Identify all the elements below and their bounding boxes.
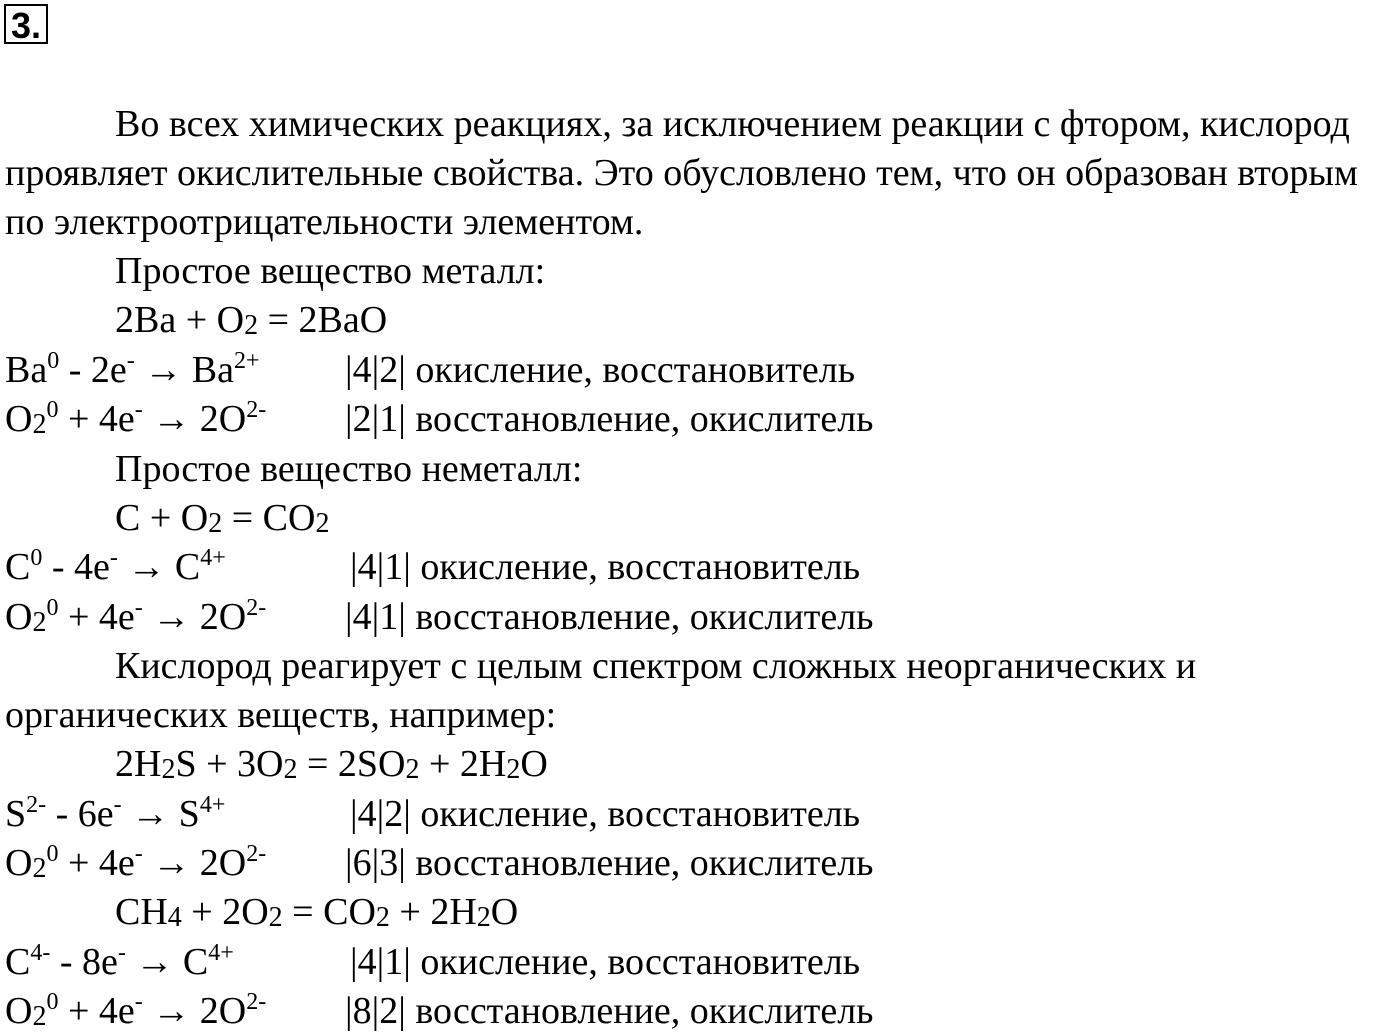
metal-equation: $2Ba + O_2 = 2BaO$ [115, 299, 388, 342]
solution-text [5, 100, 1375, 1036]
h2s-oxidation-half: $S^{2-} - 6e^- \to S^{4+}$ |4|2| окисление, восстановитель [5, 791, 861, 835]
h2s-equation: $2H_2S + 3O_2 = 2SO_2 + 2H_2O$ [115, 743, 548, 786]
metal-oxidation-half: $Ba^0 - 2e^- \to Ba^{2+}$ |4|2| окисление, восстановитель [5, 347, 856, 391]
nonmetal-equation: $C + O_2 = CO_2$ [115, 496, 330, 539]
nonmetal-heading: Простое вещество неметалл: [115, 447, 583, 490]
nonmetal-reduction-half: $O_2^0 + 4e^- \to 2O^{2-}$ |4|1| восстановление, окислитель [5, 594, 874, 638]
ch4-reduction-half: $O_2^0 + 4e^- \to 2O^{2-}$ |8|2| восстановление, окислитель [5, 989, 874, 1033]
nonmetal-oxidation-half: $C^0 - 4e^- \to C^{4+}$ |4|1| окисление, восстановитель [5, 545, 861, 589]
metal-reduction-half: $O_2^0 + 4e^- \to 2O^{2-}$ |2|1| восстановление, окислитель [5, 397, 874, 441]
metal-heading: Простое вещество металл: [115, 250, 546, 292]
h2s-reduction-half: $O_2^0 + 4e^- \to 2O^{2-}$ |6|3| восстановление, окислитель [5, 840, 874, 884]
task-number: 3. [4, 4, 48, 44]
complex-intro-paragraph: Кислород реагирует с целым спектром сложных неорганических и органических веществ, например: [5, 645, 1197, 737]
intro-paragraph: Во всех химических реакциях, за исключением реакции с фтором, кислород проявляет окислительные свойства. Это обусловлено тем, что он образован вторым по электроотрицательности элементом. [5, 103, 1358, 243]
ch4-equation: $CH_4 + 2O_2 = CO_2 + 2H_2O$ [115, 891, 519, 934]
ch4-oxidation-half: $C^{4-} - 8e^- \to C^{4+}$ |4|1| окисление, восстановитель [5, 939, 861, 983]
